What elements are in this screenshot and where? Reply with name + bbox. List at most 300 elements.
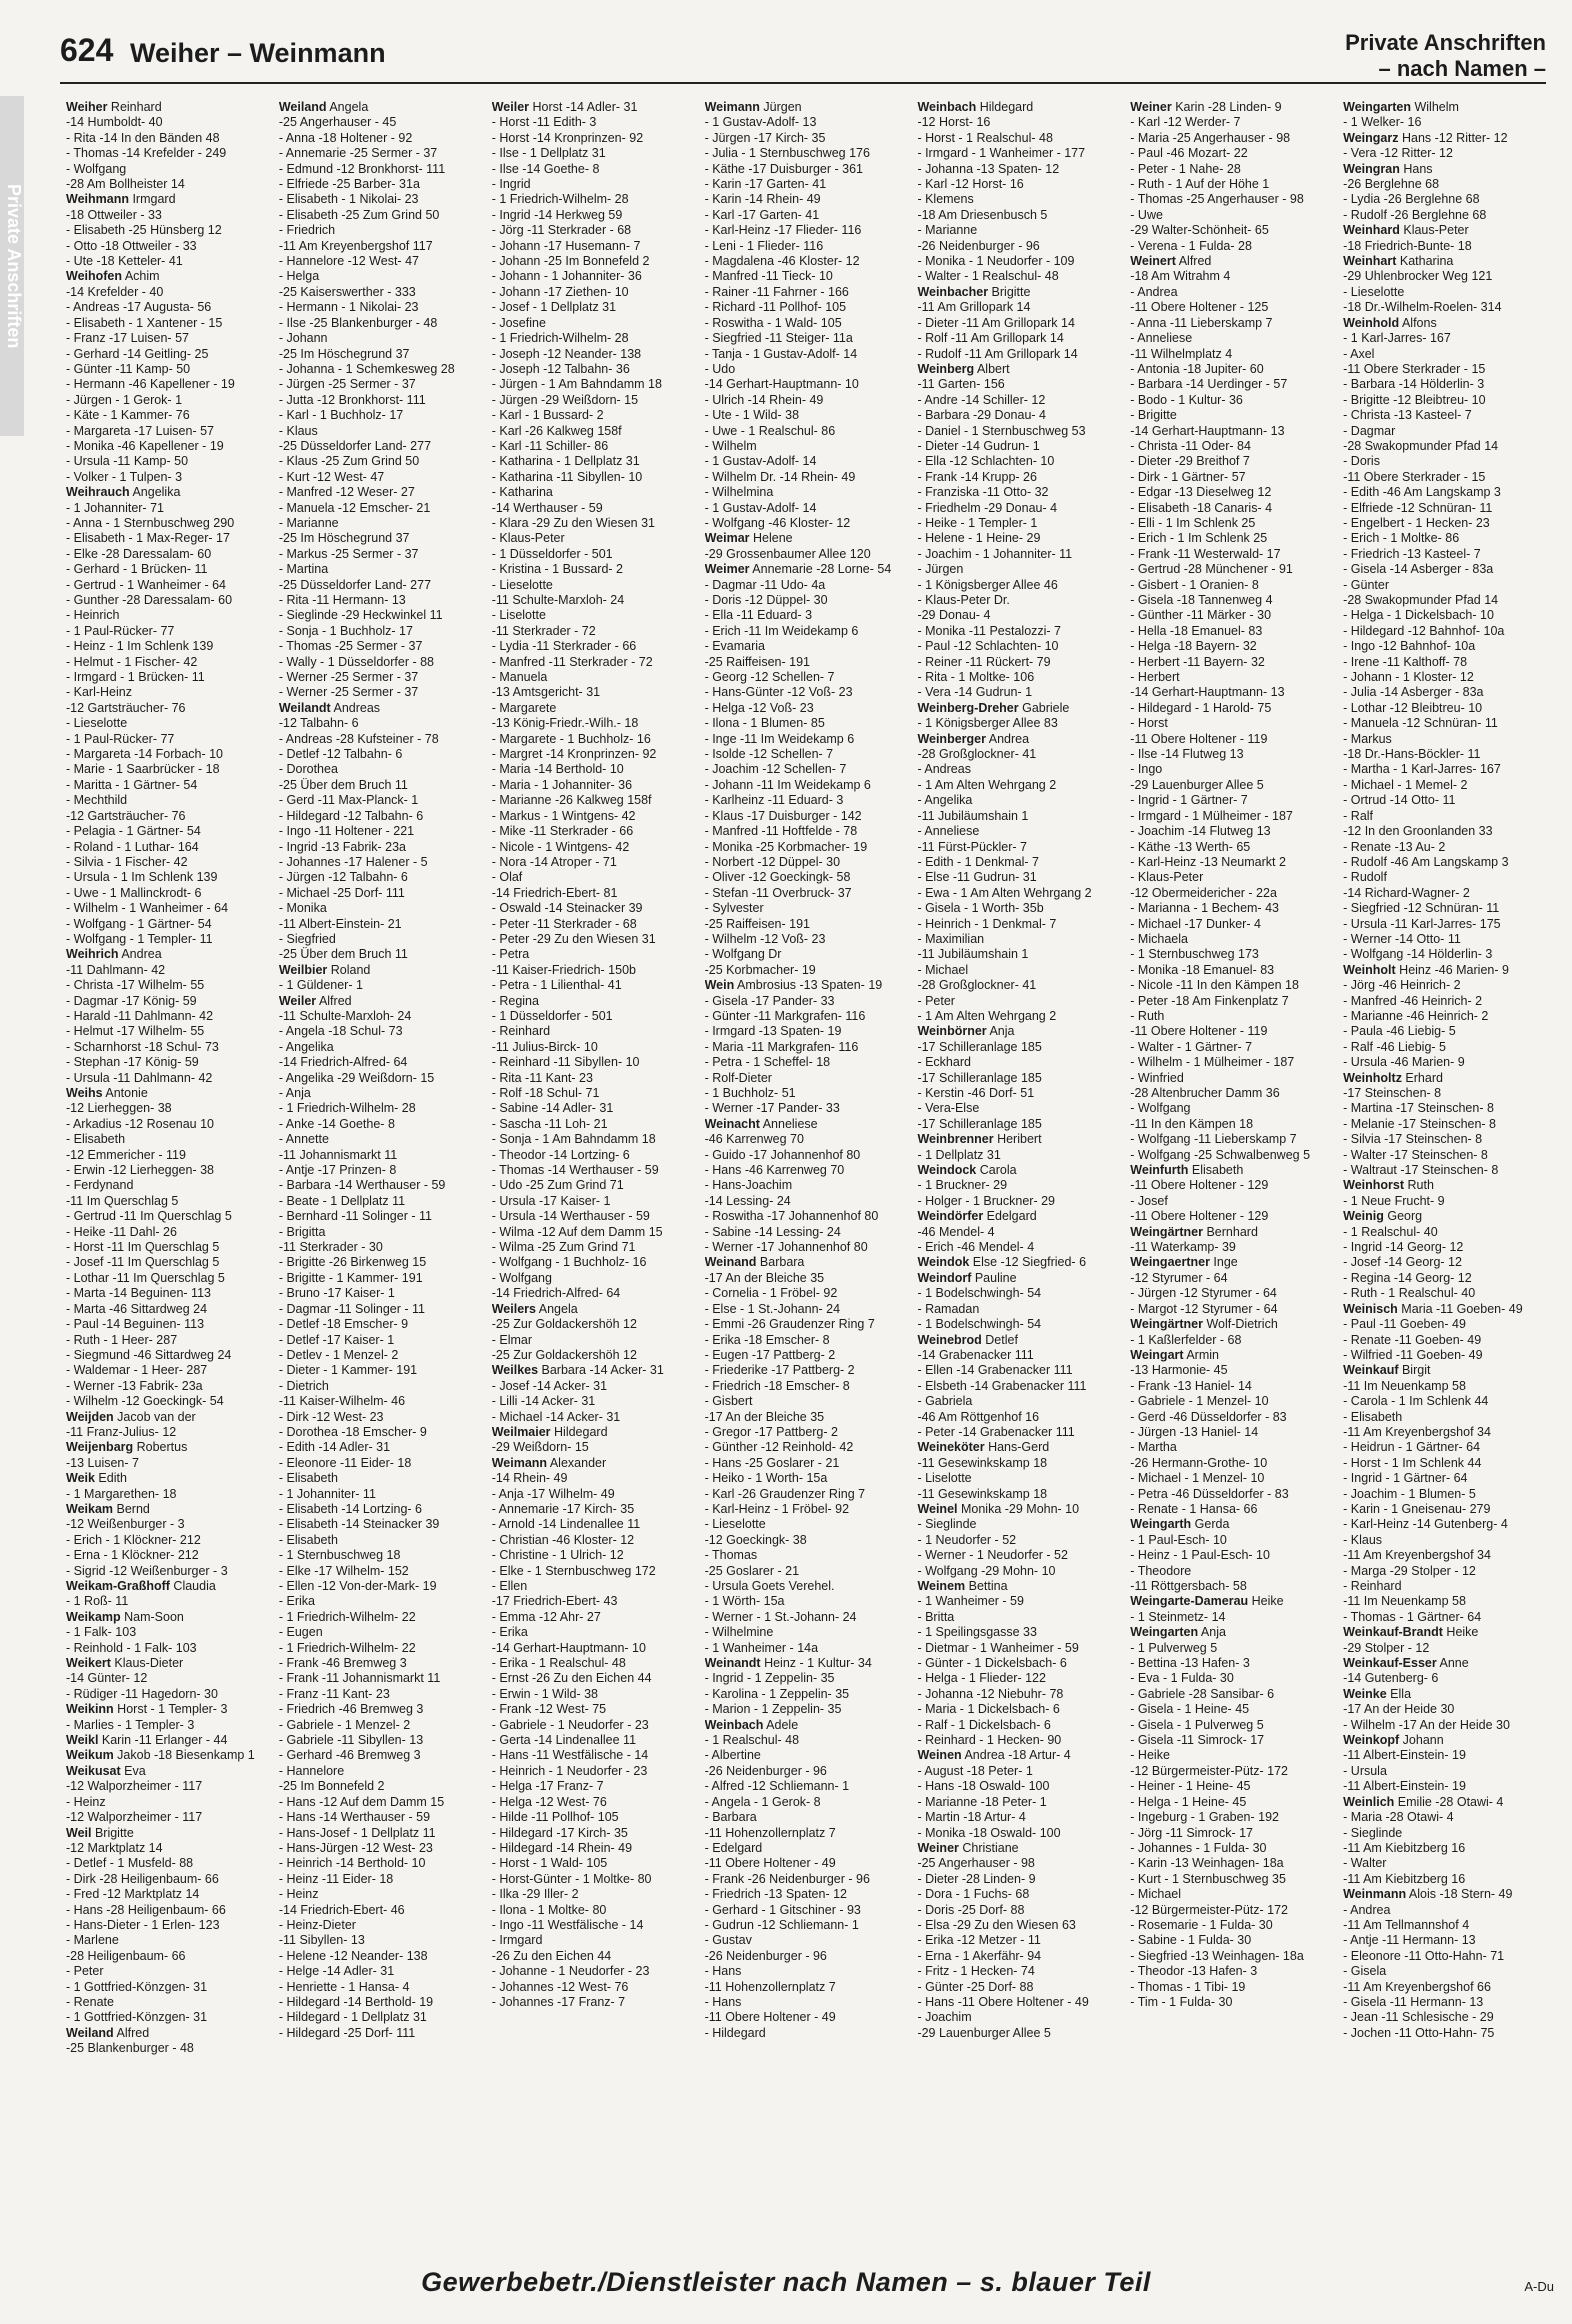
listing-entry: - Rüdiger -11 Hagedorn- 30 — [66, 1686, 218, 1701]
listing-entry: - Uwe — [1130, 207, 1163, 222]
listing-entry: - Dieter -11 Am Grillopark 14 — [917, 315, 1075, 330]
listing-entry: - Wolfgang -14 Hölderlin- 3 — [1343, 947, 1493, 962]
listing-entry: - Axel — [1343, 346, 1375, 361]
listing-entry: Weinkauf-Esser Anne — [1343, 1656, 1469, 1671]
listing-entry: - Peter — [917, 993, 955, 1008]
surname: Wein — [704, 978, 735, 993]
listing-entry: - Wolfgang -25 Schwalbenweg 5 — [1130, 1147, 1311, 1162]
listing-entry: - 1 Pulverweg 5 — [1130, 1640, 1218, 1655]
listing-entry: - Antje -17 Prinzen- 8 — [278, 1163, 397, 1178]
listing-entry: -12 Bürgermeister-Pütz- 172 — [1130, 1763, 1288, 1778]
surname: Weilandt — [278, 700, 331, 715]
listing-entry: - Horst-Günter - 1 Moltke- 80 — [491, 1871, 652, 1886]
listing-entry: - Edmund -12 Bronkhorst- 111 — [278, 161, 446, 176]
listing-entry: - Karl-Heinz -14 Gutenberg- 4 — [1343, 1517, 1508, 1532]
listing-entry: - 1 Gustav-Adolf- 13 — [704, 115, 817, 130]
surname: Weinkauf-Esser — [1343, 1656, 1437, 1671]
listing-entry: Weikum Jakob -18 Biesenkamp 1 — [66, 1748, 255, 1763]
listing-entry: - Heinz - 1 Im Schlenk 139 — [66, 639, 214, 654]
listing-entry: - Olaf — [491, 870, 523, 885]
listing-entry: - Volker - 1 Tulpen- 3 — [66, 469, 183, 484]
listing-entry: - Andreas — [917, 762, 971, 777]
listing-entry: - Ursula -11 Kamp- 50 — [66, 454, 189, 469]
listing-entry: - Josefine — [491, 315, 546, 330]
listing-entry: - Jürgen — [917, 562, 964, 577]
surname: Weiler — [491, 100, 530, 114]
listing-entry: - Lieselotte — [66, 716, 128, 731]
surname: Weinebrod — [917, 1332, 982, 1347]
listing-entry: - Karl -17 Garten- 41 — [704, 207, 820, 222]
listing-entry: - 1 Paul-Esch- 10 — [1130, 1532, 1227, 1547]
listing-entry: - Udo -25 Zum Grind 71 — [491, 1178, 624, 1193]
listing-column — [66, 100, 271, 2249]
listing-entry: - Dieter - 1 Kammer- 191 — [278, 1363, 418, 1378]
listing-entry: -11 Hohenzollernplatz 7 — [704, 1979, 836, 1994]
listing-entry: -29 Weißdorn- 15 — [491, 1440, 589, 1455]
listing-entry: -12 Styrumer - 64 — [1130, 1270, 1228, 1285]
listing-entry: - Hermann -46 Kapellener - 19 — [66, 377, 235, 392]
surname: Weinhard — [1343, 223, 1400, 238]
listing-entry: - Johanne - 1 Neudorfer - 23 — [491, 1964, 650, 1979]
listing-entry: - Paul -14 Beguinen- 113 — [66, 1317, 205, 1332]
listing-entry: - Werner -25 Sermer - 37 — [278, 670, 419, 685]
surname: Weindock — [917, 1163, 977, 1178]
listing-entry: Weilandt Andreas — [278, 700, 381, 715]
listing-entry: -17 An der Bleiche 35 — [704, 1270, 825, 1285]
listing-entry: - Maritta - 1 Gärtner- 54 — [66, 777, 198, 792]
listing-entry: - Maximilian — [917, 931, 985, 946]
listing-entry: - Ilse - 1 Dellplatz 31 — [491, 146, 606, 161]
listing-entry: - Ruth — [1130, 1008, 1165, 1023]
listing-entry: - Lilli -14 Acker- 31 — [491, 1394, 596, 1409]
surname: Weimann — [704, 100, 760, 114]
listing-entry: Weindorf Pauline — [917, 1270, 1017, 1285]
listing-entry: - 1 Paul-Rücker- 77 — [66, 731, 175, 746]
listing-entry: - Michael - 1 Memel- 2 — [1343, 777, 1468, 792]
listing-entry: -11 Am Tellmannshof 4 — [1343, 1917, 1470, 1932]
listing-entry: Weingarten Anja — [1130, 1625, 1226, 1640]
listing-entry: - Anke -14 Goethe- 8 — [278, 1116, 395, 1131]
listing-entry: - 1 Roß- 11 — [66, 1594, 129, 1609]
listing-entry: - Elfriede -12 Schnüran- 11 — [1343, 500, 1493, 515]
listing-entry: - Ingrid — [491, 177, 531, 192]
listing-entry: - Karl -12 Werder- 7 — [1130, 115, 1241, 130]
listing-entry: - Helmut -17 Wilhelm- 55 — [66, 1024, 205, 1039]
listing-entry: - Britta — [917, 1609, 955, 1624]
listing-entry: - Udo — [704, 361, 736, 376]
listing-entry: -11 Sterkrader - 30 — [278, 1240, 383, 1255]
listing-entry: - 1 Steinmetz- 14 — [1130, 1609, 1226, 1624]
listing-entry: - 1 Margarethen- 18 — [66, 1486, 177, 1501]
listing-entry: Weikusat Eva — [66, 1763, 146, 1778]
listing-entry: - 1 Friedrich-Wilhelm- 28 — [491, 331, 629, 346]
listing-entry: - Ute - 1 Wild- 38 — [704, 408, 800, 423]
surname: Weineköter — [917, 1440, 985, 1455]
section-subtitle: – nach Namen – — [1378, 56, 1546, 81]
listing-entry: - Nicole -11 In den Kämpen 18 — [1130, 978, 1299, 993]
listing-entry: - Marianne — [917, 223, 978, 238]
listing-entry: - Günther -12 Reinhold- 42 — [704, 1440, 854, 1455]
listing-entry: - Harald -11 Dahlmann- 42 — [66, 1008, 214, 1023]
listing-entry: - Wilhelm - 1 Mülheimer - 187 — [1130, 1055, 1295, 1070]
listing-entry: - Marlies - 1 Templer- 3 — [66, 1717, 195, 1732]
listing-entry: - Maria - 1 Dickelsbach- 6 — [917, 1702, 1060, 1717]
listing-entry: - Ingrid - 1 Gärtner- 64 — [1343, 1471, 1468, 1486]
listing-entry: -29 Lauenburger Allee 5 — [917, 2025, 1051, 2040]
listing-entry: - Frank -26 Neidenburger - 96 — [704, 1871, 870, 1886]
listing-entry: - Waltraut -17 Steinschen- 8 — [1343, 1163, 1499, 1178]
listing-entry: - Melanie -17 Steinschen- 8 — [1343, 1116, 1497, 1131]
listing-entry: - Gabriele -11 Sibyllen- 13 — [278, 1733, 424, 1748]
surname: Weiner — [1130, 100, 1172, 114]
listing-entry: - Hans -11 Westfälische - 14 — [491, 1748, 649, 1763]
listing-entry: -18 Dr.-Wilhelm-Roelen- 314 — [1343, 300, 1502, 315]
listing-entry: - Erich -11 Im Weidekamp 6 — [704, 623, 859, 638]
listing-entry: Weimer Annemarie -28 Lorne- 54 — [704, 562, 892, 577]
listing-entry: Weindok Else -12 Siegfried- 6 — [917, 1255, 1087, 1270]
listing-entry: - Heike -11 Dahl- 26 — [66, 1224, 177, 1239]
listing-entry: - Gertrud -11 Im Querschlag 5 — [66, 1209, 232, 1224]
listing-entry: Weinberg Albert — [917, 361, 1010, 376]
listing-entry: - Engelbert - 1 Hecken- 23 — [1343, 515, 1490, 530]
listing-entry: - Angelika — [278, 1039, 334, 1054]
listing-entry: - Monika -25 Korbmacher- 19 — [704, 839, 868, 854]
listing-entry: - Magdalena -46 Kloster- 12 — [704, 254, 860, 269]
listing-entry: - Andre -14 Schiller- 12 — [917, 392, 1046, 407]
listing-entry: - Wolfgang -29 Mohn- 10 — [917, 1563, 1056, 1578]
listing-entry: -26 Neidenburger - 96 — [917, 238, 1040, 253]
listing-entry: - Helga -17 Franz- 7 — [491, 1779, 604, 1794]
listing-entry: -28 Swakopmunder Pfad 14 — [1343, 593, 1499, 607]
listing-entry: - Erwin -12 Lierheggen- 38 — [66, 1163, 214, 1178]
listing-entry: -25 Zur Goldackershöh 12 — [491, 1347, 637, 1362]
listing-entry: - Karl-Heinz -17 Flieder- 116 — [704, 223, 862, 238]
listing-entry: - Jean -11 Schlesische - 29 — [1343, 2010, 1494, 2025]
listing-entry: - Erna - 1 Akerfähr- 94 — [917, 1948, 1042, 1963]
listing-entry: - Gisela -17 Pander- 33 — [704, 993, 835, 1008]
listing-entry: - Paul -46 Mozart- 22 — [1130, 146, 1248, 161]
listing-entry: - Otto -18 Ottweiler - 33 — [66, 238, 197, 253]
listing-entry: - Edith -14 Adler- 31 — [278, 1440, 391, 1455]
listing-entry: - Irmgard — [491, 1933, 543, 1948]
listing-entry: -25 Raiffeisen- 191 — [704, 654, 810, 669]
surname: Weinandt — [704, 1656, 761, 1671]
listing-entry: -18 Friedrich-Bunte- 18 — [1343, 238, 1472, 253]
listing-entry: - Gertrud -28 Münchener - 91 — [1130, 562, 1293, 577]
listing-entry: -17 Schilleranlage 185 — [917, 1070, 1042, 1085]
listing-columns — [66, 100, 1548, 2249]
listing-entry: - Manuela -12 Schnüran- 11 — [1343, 716, 1498, 731]
listing-entry: -25 Im Höschegrund 37 — [278, 346, 410, 361]
listing-entry: - Elmar — [491, 1332, 532, 1347]
surname: Weimar — [704, 531, 750, 546]
listing-entry: -11 Im Neuenkamp 58 — [1343, 1378, 1466, 1393]
surname: Weikam — [66, 1501, 114, 1516]
listing-entry: - 1 Friedrich-Wilhelm- 22 — [278, 1640, 416, 1655]
listing-entry: - Johann — [278, 331, 328, 346]
listing-entry: - Andreas -17 Augusta- 56 — [66, 300, 212, 315]
listing-entry: - Brigitte - 1 Kammer- 191 — [278, 1270, 423, 1285]
listing-entry: Weinem Bettina — [917, 1579, 1008, 1593]
listing-entry: - Vera-Else — [917, 1101, 980, 1116]
listing-entry: - Lydia -26 Berglehne 68 — [1343, 192, 1480, 207]
listing-entry: - Roland - 1 Luthar- 164 — [66, 839, 199, 854]
listing-entry: - Hildegard -12 Talbahn- 6 — [278, 808, 424, 823]
listing-entry: - Dagmar — [1343, 423, 1396, 438]
listing-entry: Weinandt Heinz - 1 Kultur- 34 — [704, 1656, 872, 1671]
listing-entry: - Ortrud -14 Otto- 11 — [1343, 793, 1456, 808]
listing-entry: - Theodor -13 Hafen- 3 — [1130, 1964, 1258, 1979]
listing-entry: - Annemarie -25 Sermer - 37 — [278, 146, 438, 161]
listing-entry: Weinbrenner Heribert — [917, 1132, 1042, 1147]
listing-entry: - Mechthild — [66, 793, 128, 808]
listing-entry: -25 Korbmacher- 19 — [704, 962, 816, 977]
listing-entry: - Maria -11 Markgrafen- 116 — [704, 1039, 859, 1054]
listing-entry: - Werner -14 Otto- 11 — [1343, 931, 1461, 946]
listing-entry: Weikl Karin -11 Erlanger - 44 — [66, 1733, 228, 1748]
listing-entry: - Rita -11 Hermann- 13 — [278, 593, 406, 607]
listing-entry: - Gudrun -12 Schliemann- 1 — [704, 1917, 859, 1932]
listing-entry: - Margret -14 Kronprinzen- 92 — [491, 747, 657, 762]
listing-entry: - Guido -17 Johannenhof 80 — [704, 1147, 861, 1162]
listing-entry: - Irmgard - 1 Wanheimer - 177 — [917, 146, 1086, 161]
listing-entry: -25 Zur Goldackershöh 12 — [491, 1317, 637, 1332]
listing-entry: Weinert Alfred — [1130, 254, 1212, 269]
listing-entry: - Scharnhorst -18 Schul- 73 — [66, 1039, 219, 1054]
listing-entry: Weinholtz Erhard — [1343, 1070, 1443, 1085]
listing-entry: -11 Sibyllen- 13 — [278, 1933, 365, 1948]
listing-entry: - Norbert -12 Düppel- 30 — [704, 854, 841, 869]
listing-entry: - Renate -11 Goeben- 49 — [1343, 1332, 1482, 1347]
listing-entry: - Horst - 1 Wald- 105 — [491, 1856, 608, 1871]
listing-entry: - Kurt -12 West- 47 — [278, 469, 385, 484]
listing-entry: - Roswitha -17 Johannenhof 80 — [704, 1209, 879, 1224]
listing-entry: -26 Neidenburger - 96 — [704, 1948, 827, 1963]
listing-entry: - Fred -12 Marktplatz 14 — [66, 1887, 200, 1902]
listing-entry: - Christian -46 Kloster- 12 — [491, 1532, 635, 1547]
listing-entry: - Reinhard — [491, 1024, 551, 1039]
listing-entry: -25 Kaiserswerther - 333 — [278, 284, 416, 299]
listing-entry: - 1 Buchholz- 51 — [704, 1086, 796, 1100]
listing-entry: - Marianne -18 Peter- 1 — [917, 1794, 1047, 1809]
page-range: Weiher – Weinmann — [130, 38, 386, 68]
listing-entry: - Wilhelm Dr. -14 Rhein- 49 — [704, 469, 856, 484]
listing-entry: - Joseph -12 Neander- 138 — [491, 346, 642, 361]
listing-entry: - Hans — [704, 1964, 742, 1979]
listing-entry: - Jürgen -25 Sermer - 37 — [278, 377, 416, 392]
listing-entry: - Hans-Günter -12 Voß- 23 — [704, 685, 853, 700]
listing-entry: - Sigrid -12 Weißenburger - 3 — [66, 1563, 228, 1578]
listing-entry: - Marianne -46 Heinrich- 2 — [1343, 1008, 1489, 1023]
listing-entry: - Heinrich — [66, 608, 120, 623]
surname: Weikert — [66, 1656, 111, 1671]
listing-entry: - Katharina -11 Sibyllen- 10 — [491, 469, 643, 484]
listing-entry: - Erika -18 Emscher- 8 — [704, 1332, 830, 1347]
listing-entry: - Horst - 1 Realschul- 48 — [917, 130, 1053, 145]
listing-entry: - Christine - 1 Ulrich- 12 — [491, 1548, 624, 1563]
listing-entry: - Dagmar -17 König- 59 — [66, 993, 197, 1008]
listing-entry: -13 Harmonie- 45 — [1130, 1363, 1228, 1378]
surname: Weilkes — [491, 1363, 539, 1378]
listing-entry: Weilkes Barbara -14 Acker- 31 — [491, 1363, 664, 1378]
surname: Weinke — [1343, 1686, 1387, 1701]
footer-tag: A-Du — [1524, 2279, 1554, 2294]
listing-entry: - 1 Gustav-Adolf- 14 — [704, 454, 817, 469]
listing-entry: - 1 Paul-Rücker- 77 — [66, 623, 175, 638]
surname: Weil — [66, 1825, 92, 1840]
listing-entry: - Leni - 1 Flieder- 116 — [704, 238, 824, 253]
surname: Weinbacher — [917, 284, 989, 299]
listing-entry: -25 Raiffeisen- 191 — [704, 916, 810, 931]
listing-entry: -25 Goslarer - 21 — [704, 1563, 800, 1578]
listing-entry: Weiler Horst -14 Adler- 31 — [491, 100, 638, 114]
listing-entry: - Detlev - 1 Menzel- 2 — [278, 1347, 399, 1362]
listing-entry: - Wilhelm - 1 Wanheimer - 64 — [66, 901, 229, 916]
listing-entry: - Marta -46 Sittardweg 24 — [66, 1301, 208, 1316]
listing-entry: - Wilhelmine — [704, 1625, 774, 1640]
listing-entry: - Johann -17 Ziethen- 10 — [491, 284, 629, 299]
listing-entry: - Karl -11 Schiller- 86 — [491, 438, 609, 453]
listing-entry: Weinbörner Anja — [917, 1024, 1015, 1039]
listing-entry: Weikamp Nam-Soon — [66, 1609, 184, 1624]
listing-entry: - Oliver -12 Goeckingk- 58 — [704, 870, 851, 885]
listing-entry: - Detlef - 1 Musfeld- 88 — [66, 1856, 194, 1871]
listing-entry: -14 Grabenacker 111 — [917, 1347, 1034, 1362]
listing-entry: - Joachim - 1 Blumen- 5 — [1343, 1486, 1476, 1501]
listing-entry: - Doris -25 Dorf- 88 — [917, 1902, 1025, 1917]
listing-entry: - Walter - 1 Gärtner- 7 — [1130, 1039, 1253, 1054]
listing-entry: -28 Großglockner- 41 — [917, 978, 1037, 993]
listing-entry: -25 Über dem Bruch 11 — [278, 947, 408, 962]
listing-entry: - Wolfgang Dr — [704, 947, 782, 962]
surname: Weilbier — [278, 962, 328, 977]
listing-entry: - Hans-Josef - 1 Dellplatz 11 — [278, 1825, 436, 1840]
listing-entry: -11 Obere Holtener - 49 — [704, 2010, 836, 2025]
listing-entry: - Gabriela — [917, 1394, 973, 1409]
listing-entry: - 1 Güldener- 1 — [278, 978, 363, 993]
listing-entry: - Annette — [278, 1132, 329, 1147]
listing-entry: - Liselotte — [917, 1471, 972, 1486]
listing-entry: - Liselotte — [491, 608, 546, 623]
listing-entry: Weinlich Emilie -28 Otawi- 4 — [1343, 1794, 1504, 1809]
listing-entry: -28 Heiligenbaum- 66 — [66, 1948, 186, 1963]
listing-entry: - Marlene — [66, 1933, 119, 1948]
listing-entry: - Michael — [917, 962, 969, 977]
listing-entry: - Wolfgang — [1130, 1101, 1191, 1116]
listing-entry: - Ralf — [1343, 808, 1374, 823]
surname: Weinholt — [1343, 962, 1396, 977]
listing-entry: - 1 Kaßlerfelder - 68 — [1130, 1332, 1242, 1347]
listing-entry: - Manfred -11 Sterkrader - 72 — [491, 654, 653, 669]
listing-entry: - Albertine — [704, 1748, 761, 1763]
surname: Weinkauf — [1343, 1363, 1399, 1378]
listing-entry: Weinberg-Dreher Gabriele — [917, 700, 1070, 715]
listing-entry: - Heinz -11 Eider- 18 — [278, 1871, 394, 1886]
listing-entry: - Peter -18 Am Finkenplatz 7 — [1130, 993, 1289, 1008]
listing-entry: - Friedrich -13 Spaten- 12 — [704, 1887, 848, 1902]
listing-entry: -11 Obere Sterkrader - 15 — [1343, 361, 1486, 376]
listing-entry: - Michael -17 Dunker- 4 — [1130, 916, 1261, 931]
listing-entry: - Horst -11 Im Querschlag 5 — [66, 1240, 220, 1255]
listing-entry: - Wilhelm -12 Voß- 23 — [704, 931, 826, 946]
listing-entry: -25 Angerhauser - 45 — [278, 115, 397, 130]
listing-entry: - Erich -46 Mendel- 4 — [917, 1240, 1035, 1255]
listing-entry: - Beate - 1 Dellplatz 11 — [278, 1193, 406, 1208]
listing-entry: - Erwin - 1 Wild- 38 — [491, 1686, 598, 1701]
listing-entry: -26 Hermann-Grothe- 10 — [1130, 1455, 1268, 1470]
listing-entry: - Vera -14 Gudrun- 1 — [917, 685, 1033, 700]
listing-entry: - Frank -14 Krupp- 26 — [917, 469, 1037, 484]
listing-entry: - Mike -11 Sterkrader - 66 — [491, 824, 634, 839]
surname: Weinig — [1343, 1209, 1384, 1224]
listing-entry: - Frank -13 Haniel- 14 — [1130, 1378, 1252, 1393]
listing-entry: - 1 Bruckner- 29 — [917, 1178, 1008, 1193]
listing-entry: - Winfried — [1130, 1070, 1184, 1085]
listing-entry: - Dirk -12 West- 23 — [278, 1409, 384, 1424]
listing-entry: - 1 Wörth- 15a — [704, 1594, 785, 1609]
listing-entry: -11 Obere Holtener - 49 — [704, 1856, 836, 1871]
listing-entry: - August -18 Peter- 1 — [917, 1763, 1033, 1778]
listing-entry: - Gerhard - 1 Brücken- 11 — [66, 562, 208, 577]
listing-entry: - Ella -12 Schlachten- 10 — [917, 454, 1055, 469]
listing-entry: Weinhard Klaus-Peter — [1343, 223, 1469, 238]
listing-entry: -14 Friedrich-Alfred- 64 — [278, 1055, 408, 1070]
listing-entry: Weineköter Hans-Gerd — [917, 1440, 1050, 1455]
listing-entry: - Nicole - 1 Wintgens- 42 — [491, 839, 630, 854]
listing-entry: - Irmgard - 1 Mülheimer - 187 — [1130, 808, 1293, 823]
listing-entry: -17 Friedrich-Ebert- 43 — [491, 1594, 618, 1609]
listing-entry: - Erika — [491, 1625, 528, 1640]
listing-entry: - Martha — [1130, 1440, 1177, 1455]
listing-column — [917, 100, 1122, 2249]
listing-entry: Weingarth Gerda — [1130, 1517, 1230, 1532]
listing-entry: - Thomas -25 Angerhauser - 98 — [1130, 192, 1304, 207]
surname: Weinhold — [1343, 315, 1400, 330]
surname: Weihrich — [66, 947, 119, 962]
listing-entry: - 1 Sternbuschweg 18 — [278, 1548, 401, 1563]
listing-entry: -25 Im Bonnefeld 2 — [278, 1779, 385, 1794]
listing-entry: -11 Gesewinkskamp 18 — [917, 1455, 1048, 1470]
listing-entry: - Helene - 1 Heine- 29 — [917, 531, 1041, 546]
listing-entry: - Johannes - 1 Fulda- 30 — [1130, 1840, 1267, 1855]
listing-entry: Weil Brigitte — [66, 1825, 134, 1840]
listing-entry: - Heinz-Dieter — [278, 1917, 356, 1932]
listing-entry: - Ellen — [491, 1579, 528, 1593]
listing-entry: - Hilde -11 Pollhof- 105 — [491, 1810, 619, 1825]
listing-entry: - Ursula — [1343, 1763, 1387, 1778]
listing-entry: - Wilhelm -17 An der Heide 30 — [1343, 1717, 1510, 1732]
listing-entry: - Monika -18 Oswald- 100 — [917, 1825, 1061, 1840]
listing-entry: - Silvia - 1 Fischer- 42 — [66, 854, 188, 869]
listing-entry: - Thomas -14 Krefelder - 249 — [66, 146, 227, 161]
surname: Weihs — [66, 1086, 103, 1100]
listing-entry: - Karl -26 Graudenzer Ring 7 — [704, 1486, 866, 1501]
listing-entry: -25 Über dem Bruch 11 — [278, 777, 408, 792]
listing-entry: -11 Am Kreyenbergshof 34 — [1343, 1424, 1491, 1439]
listing-entry: - Karin -14 Rhein- 49 — [704, 192, 821, 207]
listing-entry: - Ilse -25 Blankenburger - 48 — [278, 315, 438, 330]
listing-entry: - Karl - 1 Buchholz- 17 — [278, 408, 404, 423]
surname: Weihmann — [66, 192, 129, 207]
listing-entry: - Julia - 1 Sternbuschweg 176 — [704, 146, 870, 161]
listing-entry: - Anna -18 Holtener - 92 — [278, 130, 413, 145]
listing-entry: - Ingo -11 Westfälische - 14 — [491, 1917, 644, 1932]
listing-entry: - Hans-Dieter - 1 Erlen- 123 — [66, 1917, 220, 1932]
listing-entry: - Bruno -17 Kaiser- 1 — [278, 1286, 395, 1301]
listing-entry: - Karin -17 Garten- 41 — [704, 177, 827, 192]
listing-entry: - Carola - 1 Im Schlenk 44 — [1343, 1394, 1489, 1409]
listing-entry: - Erika — [278, 1594, 315, 1609]
